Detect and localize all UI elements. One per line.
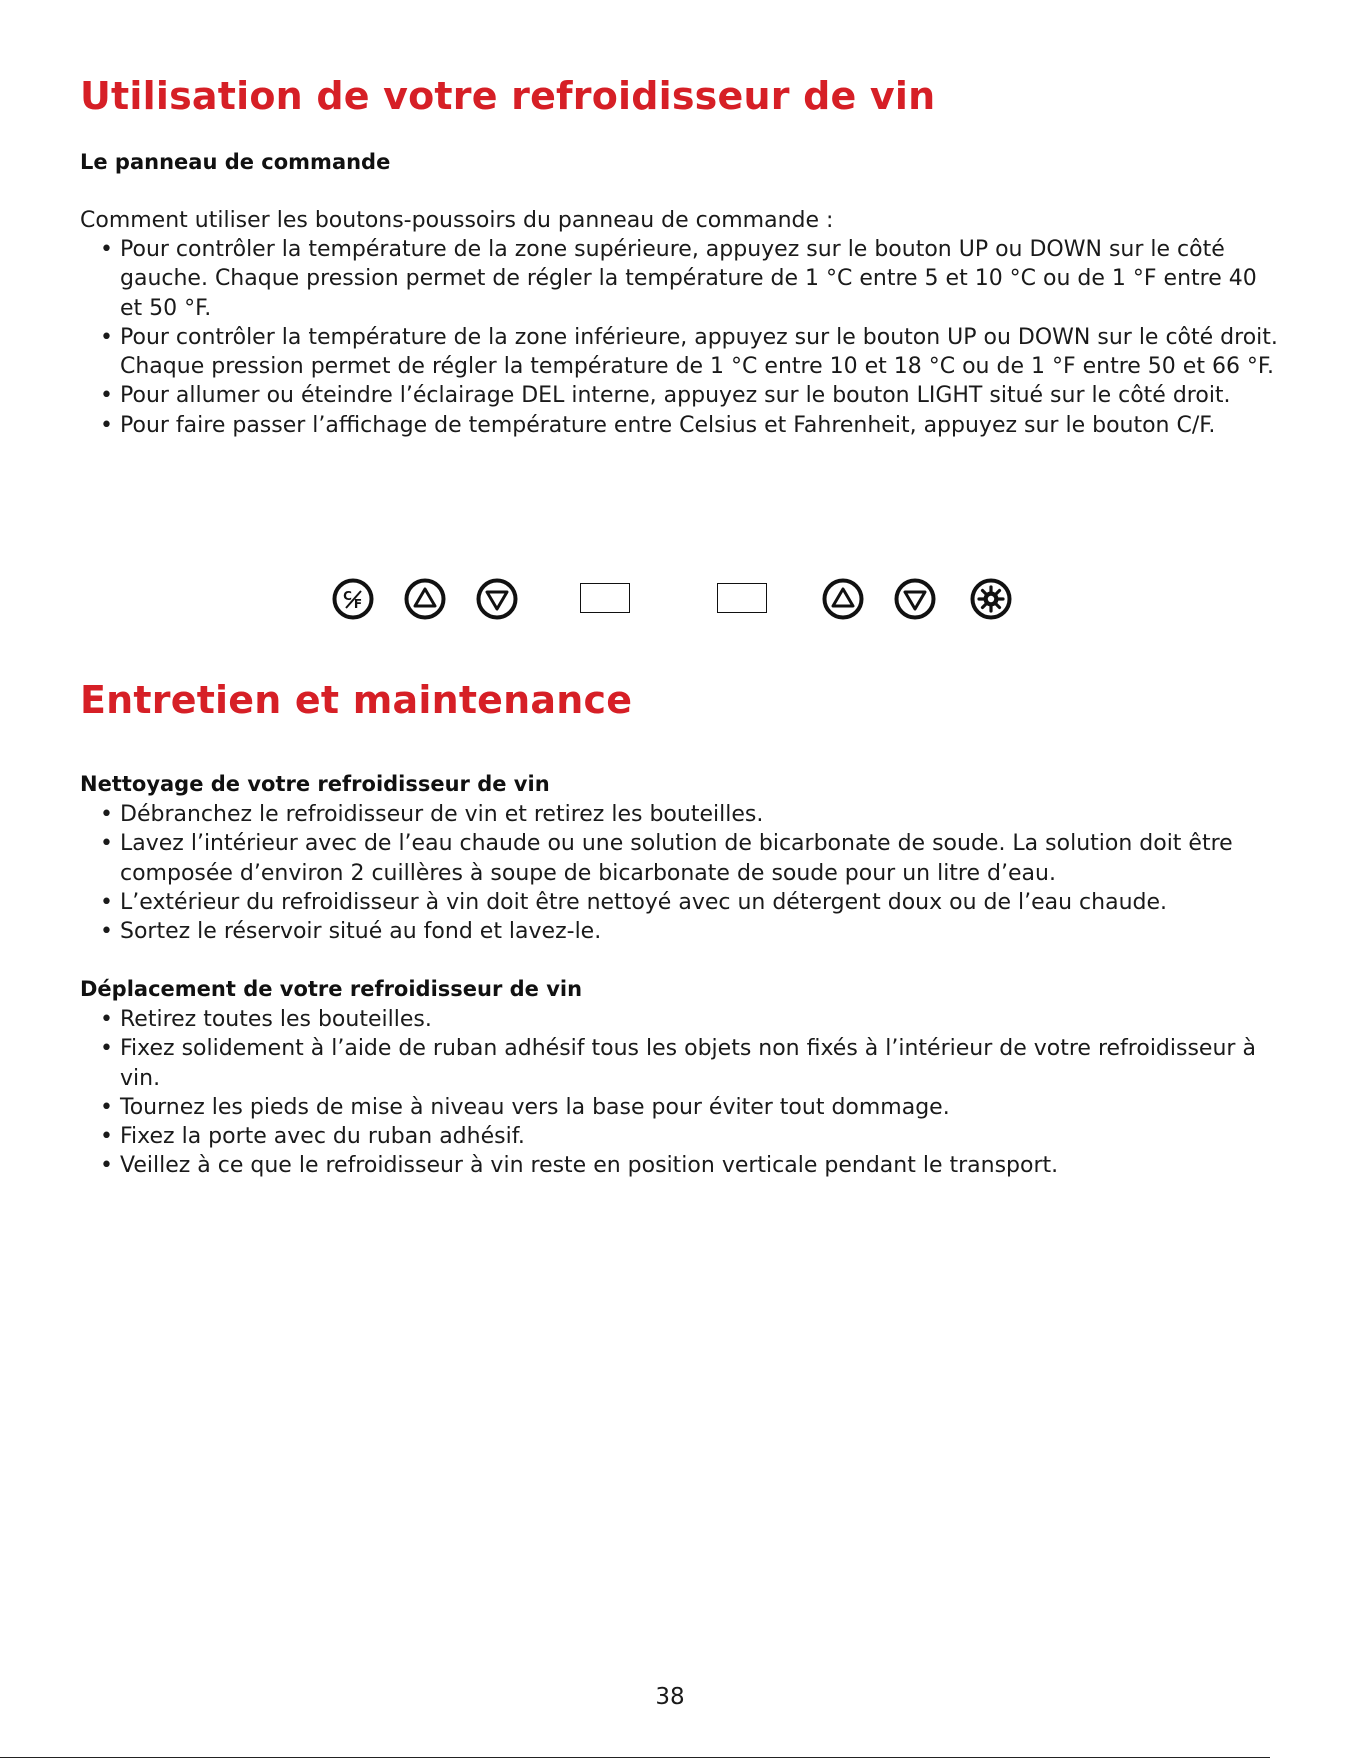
- down-arrow-icon: [894, 578, 936, 620]
- list-item: • Pour contrôler la température de la zone supérieure, appuyez sur le bouton UP ou DOWN sur le côté gauche. Chaque pression permet de régler la température de 1 °C entre 5 et 10 °C ou de 1 °F entre 40 et 50 °F.: [100, 235, 1280, 323]
- list-item: • Retirez toutes les bouteilles.: [100, 1005, 1280, 1034]
- display-right: [717, 583, 767, 613]
- section-title-care: Entretien et maintenance: [80, 678, 633, 722]
- light-gear-icon: [970, 578, 1012, 620]
- svg-text:F: F: [353, 597, 363, 611]
- list-item: • Pour faire passer l’affichage de température entre Celsius et Fahrenheit, appuyez sur le bouton C/F.: [100, 411, 1280, 440]
- list-item: • Débranchez le refroidisseur de vin et retirez les bouteilles.: [100, 800, 1280, 829]
- intro-text: Comment utiliser les boutons-poussoirs du panneau de commande :: [80, 208, 834, 233]
- list-item: • Fixez solidement à l’aide de ruban adhésif tous les objets non fixés à l’intérieur de votre refroidisseur à vin.: [100, 1034, 1280, 1093]
- list-item: • Pour allumer ou éteindre l’éclairage DEL interne, appuyez sur le bouton LIGHT situé sur le côté droit.: [100, 381, 1280, 410]
- subtitle-moving: Déplacement de votre refroidisseur de vin: [80, 977, 583, 1001]
- cleaning-instructions: [100, 800, 1280, 946]
- svg-text:C: C: [343, 589, 352, 603]
- control-panel-diagram: [0, 574, 1361, 626]
- footer-divider: [0, 1757, 1270, 1758]
- subtitle-cleaning: Nettoyage de votre refroidisseur de vin: [80, 772, 550, 796]
- list-item: • Tournez les pieds de mise à niveau vers la base pour éviter tout dommage.: [100, 1093, 1280, 1122]
- control-panel-instructions: [100, 235, 1280, 440]
- list-item: • Sortez le réservoir situé au fond et lavez-le.: [100, 917, 1280, 946]
- list-item: • Veillez à ce que le refroidisseur à vin reste en position verticale pendant le transport.: [100, 1151, 1280, 1180]
- section-title-usage: Utilisation de votre refroidisseur de vin: [80, 74, 936, 118]
- list-item: • Lavez l’intérieur avec de l’eau chaude ou une solution de bicarbonate de soude. La solution doit être composée d’environ 2 cuillères à soupe de bicarbonate de soude pour un litre d’eau.: [100, 829, 1280, 888]
- cf-toggle-icon: [332, 578, 374, 620]
- display-left: [580, 583, 630, 613]
- moving-instructions: [100, 1005, 1280, 1181]
- list-item: • Fixez la porte avec du ruban adhésif.: [100, 1122, 1280, 1151]
- up-arrow-icon: [404, 578, 446, 620]
- subtitle-control-panel: Le panneau de commande: [80, 150, 391, 174]
- page-number: 38: [655, 1684, 685, 1710]
- list-item: • L’extérieur du refroidisseur à vin doit être nettoyé avec un détergent doux ou de l’eau chaude.: [100, 888, 1280, 917]
- list-item: • Pour contrôler la température de la zone inférieure, appuyez sur le bouton UP ou DOWN sur le côté droit. Chaque pression permet de régler la température de 1 °C entre 10 et 18 °C ou de 1 °F entre 50 et 66 °F.: [100, 323, 1280, 382]
- down-arrow-icon: [476, 578, 518, 620]
- up-arrow-icon: [822, 578, 864, 620]
